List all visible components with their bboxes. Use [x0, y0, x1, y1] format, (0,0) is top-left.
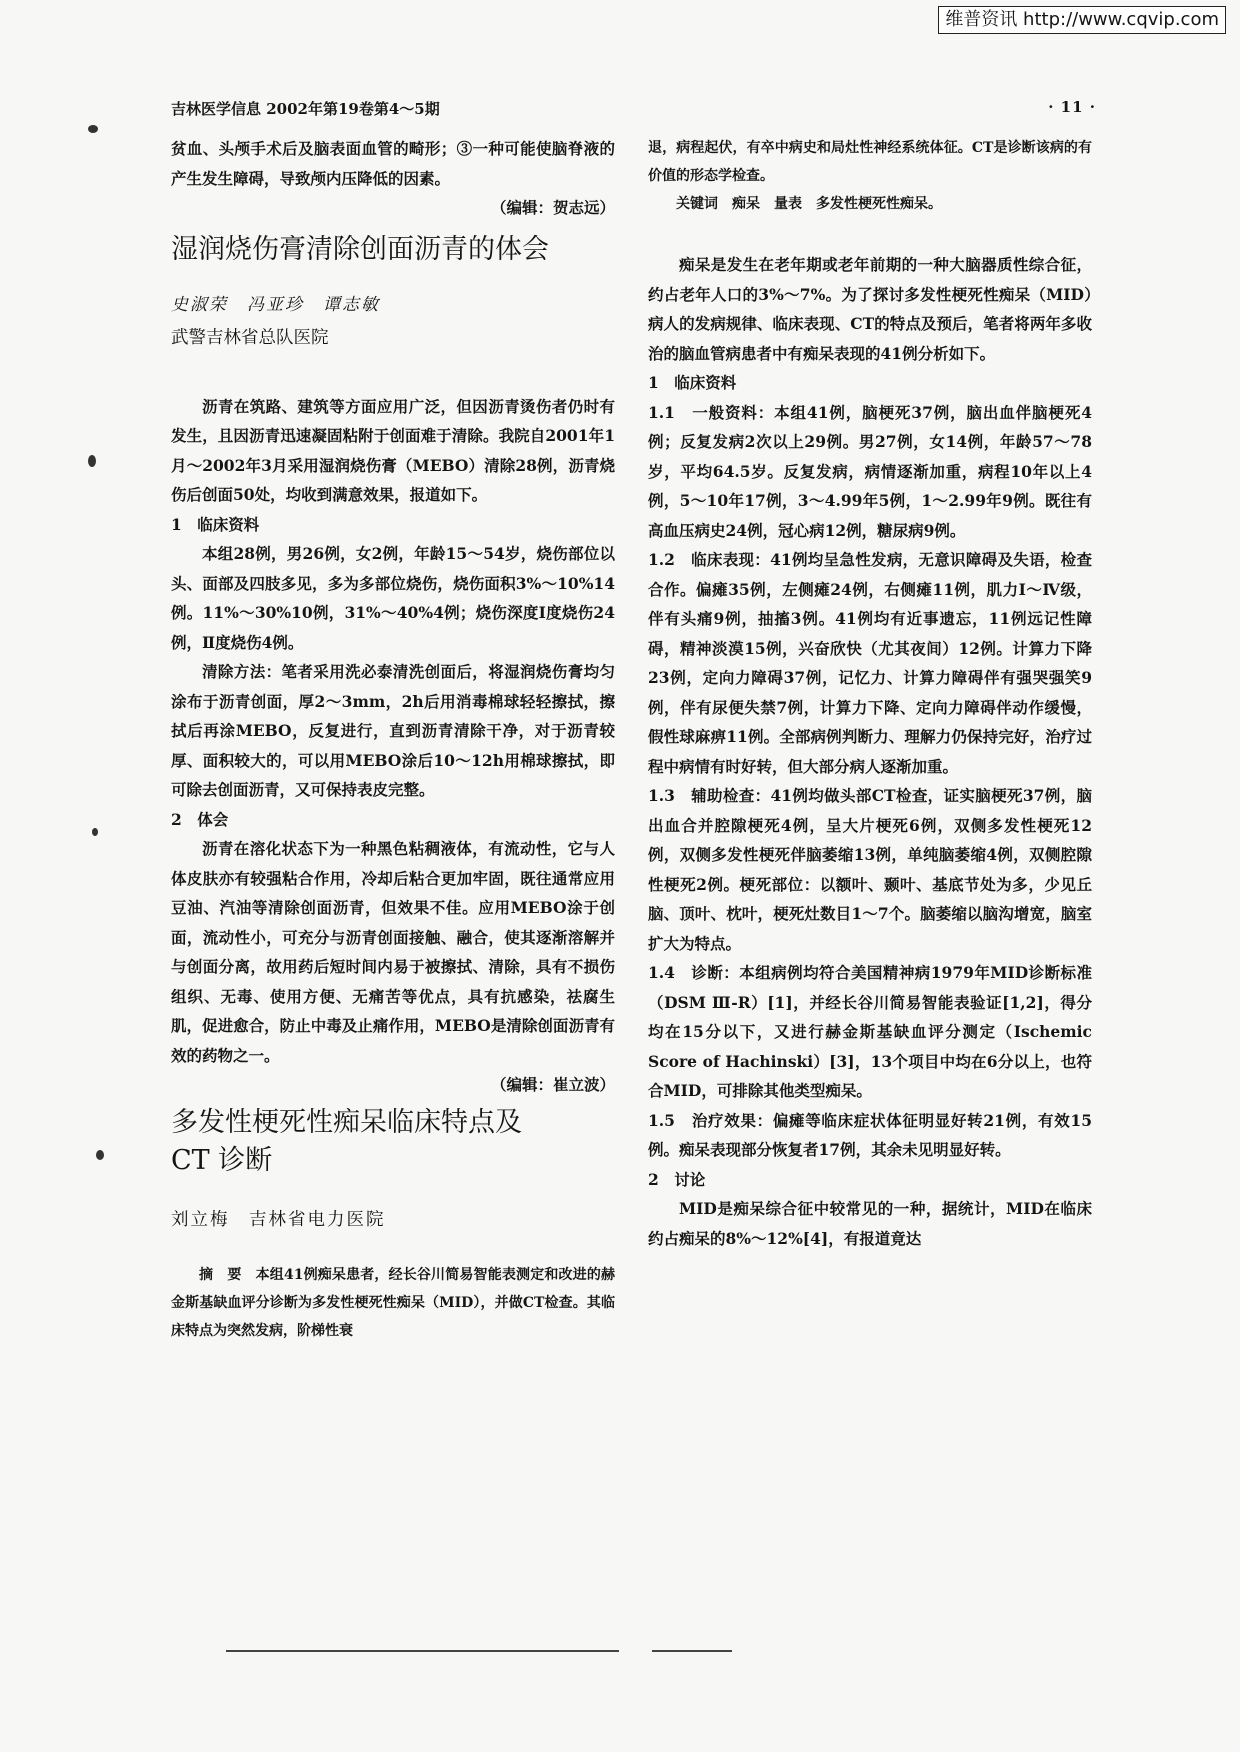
article-authors: 刘立梅 吉林省电力医院 [171, 1209, 386, 1230]
section-heading: 2 体会 [171, 809, 229, 829]
paragraph-intro: 沥青在筑路、建筑等方面应用广泛，但因沥青烫伤者仍时有发生，且因沥青迅速凝固粘附于创面难于清除。我院自2001年1月～2002年3月采用湿润烧伤膏（MEBO）清除28例，沥青烧伤后创面50处，均收到满意效果，报道如下。 [171, 396, 615, 504]
paragraph-1-4: 1.4 诊断：本组病例均符合美国精神病1979年MID诊断标准（DSM Ⅲ-R）[1]，并经长谷川简易智能表验证[1,2]，得分均在15分以下，又进行赫金斯基缺血评分测定（Ischemic Score of Hachinski）[3]，13个项目中均在6分以上，也符合MID，可排除其他类型痴呆。 [648, 963, 1092, 1100]
paragraph-1-5: 1.5 治疗效果：偏瘫等临床症状体征明显好转21例，有效15例。痴呆表现部分恢复者17例，其余未见明显好转。 [648, 1110, 1092, 1159]
article-title: 多发性梗死性痴呆临床特点及 [171, 1106, 522, 1138]
scan-speck [88, 125, 98, 133]
article-abstract: 摘 要 本组41例痴呆患者，经长谷川简易智能表测定和改进的赫金斯基缺血评分诊断为多发性梗死性痴呆（MID），并做CT检查。其临床特点为突然发病，阶梯性衰 [171, 1267, 615, 1339]
editor-note: （编辑：崔立波） [490, 1075, 615, 1094]
watermark: 维普资讯 http://www.cqvip.com [938, 6, 1226, 34]
scan-speck [96, 1150, 104, 1160]
section-heading: 1 临床资料 [648, 373, 737, 392]
paragraph-1-2: 1.2 临床表现：41例均呈急性发病，无意识障碍及失语，检查合作。偏瘫35例，左侧瘫24例，右侧瘫11例，肌力Ⅰ～Ⅳ级，伴有头痛9例，抽搐3例。41例均有近事遗忘，11例远记性障碍，精神淡漠15例，兴奋欣快（尤其夜间）12例。计算力下降23例，定向力障碍37例，记忆力、计算力障碍伴有强哭强笑9例，伴有尿便失禁7例，计算力下降、定向力障碍伴动作缓慢，假性球麻痹11例。全部病例判断力、理解力仍保持完好，治疗过程中病情有时好转，但大部分病人逐渐加重。 [648, 550, 1092, 776]
paragraph-method: 清除方法：笔者采用洗必泰清洗创面后，将湿润烧伤膏均匀涂布于沥青创面，厚2～3mm，2h后用消毒棉球轻轻擦拭，擦拭后再涂MEBO，反复进行，直到沥青清除干净，对于沥青较厚、面积较大的，可以用MEBO涂后10～12h用棉球擦拭，即可除去创面沥青，又可保持表皮完整。 [171, 662, 615, 799]
page-header [171, 98, 1096, 119]
abstract-continued: 退，病程起伏，有卒中病史和局灶性神经系统体征。CT是诊断该病的有价值的形态学检查。 [648, 140, 1092, 184]
article-title: 湿润烧伤膏清除创面沥青的体会 [171, 233, 549, 265]
scan-speck [92, 828, 98, 836]
paragraph-1-3: 1.3 辅助检查：41例均做头部CT检查，证实脑梗死37例，脑出血合并腔隙梗死4例，呈大片梗死6例，双侧多发性梗死12例，双侧多发性梗死伴脑萎缩13例，单纯脑萎缩4例，双侧腔隙性梗死2例。梗死部位：以额叶、颞叶、基底节处为多，少见丘脑、顶叶、枕叶，梗死灶数目1～7个。脑萎缩以脑沟增宽，脑室扩大为特点。 [648, 786, 1092, 953]
article-affiliation: 武警吉林省总队医院 [171, 328, 329, 348]
paragraph-intro: 痴呆是发生在老年期或老年前期的一种大脑器质性综合征，约占老年人口的3%～7%。为了探讨多发性梗死性痴呆（MID）病人的发病规律、临床表现、CT的特点及预后，笔者将两年多收治的脑血管病患者中有痴呆表现的41例分析如下。 [648, 255, 1092, 363]
paragraph-top: 贫血、头颅手术后及脑表面血管的畸形；③一种可能使脑脊液的产生发生障碍，导致颅内压降低的因素。 [171, 139, 615, 188]
section-heading: 1 临床资料 [171, 514, 260, 534]
paragraph-1-1: 1.1 一般资料：本组41例，脑梗死37例，脑出血伴脑梗死4例；反复发病2次以上29例。男27例，女14例，年龄57～78岁，平均64.5岁。反复发病，病情逐渐加重，病程10年以上4例，5～10年17例，3～4.99年5例，1～2.99年9例。既往有高血压病史24例，冠心病12例，糖尿病9例。 [648, 402, 1092, 540]
paragraph-discussion: MID是痴呆综合征中较常见的一种，据统计，MID在临床约占痴呆的8%～12%[4]，有报道竟达 [648, 1199, 1092, 1248]
right-column [648, 134, 1092, 1253]
article-title: CT 诊断 [171, 1144, 273, 1176]
footer-rule [652, 1650, 732, 1652]
scan-speck [88, 455, 96, 467]
article-authors: 史淑荣 冯亚珍 谭志敏 [171, 294, 380, 315]
editor-note: （编辑：贺志远） [490, 198, 615, 217]
page-number: · 11 · [1048, 98, 1096, 116]
footer-rule [226, 1650, 619, 1652]
paragraph-case: 本组28例，男26例，女2例，年龄15～54岁，烧伤部位以头、面部及四肢多见，多为多部位烧伤，烧伤面积3%～10%14例。11%～30%10例，31%～40%4例；烧伤深度Ⅰ度烧伤24例，Ⅱ度烧伤4例。 [171, 544, 615, 652]
section-heading: 2 讨论 [648, 1169, 706, 1189]
paragraph-experience: 沥青在溶化状态下为一种黑色粘稠液体，有流动性，它与人体皮肤亦有较强粘合作用，冷却后粘合更加牢固，既往通常应用豆油、汽油等清除创面沥青，但效果不佳。应用MEBO涂于创面，流动性小，可充分与沥青创面接触、融合，使其逐渐溶解并与创面分离，故用药后短时间内易于被擦拭、清除，具有不损伤组织、无毒、使用方便、无痛苦等优点，具有抗感染，祛腐生肌，促进愈合，防止中毒及止痛作用，MEBO是清除创面沥青有效的药物之一。 [171, 839, 615, 1065]
journal-info: 吉林医学信息 2002年第19卷第4～5期 [171, 100, 440, 118]
left-column [171, 134, 615, 1345]
keywords: 关键词 痴呆 量表 多发性梗死性痴呆。 [676, 196, 942, 212]
